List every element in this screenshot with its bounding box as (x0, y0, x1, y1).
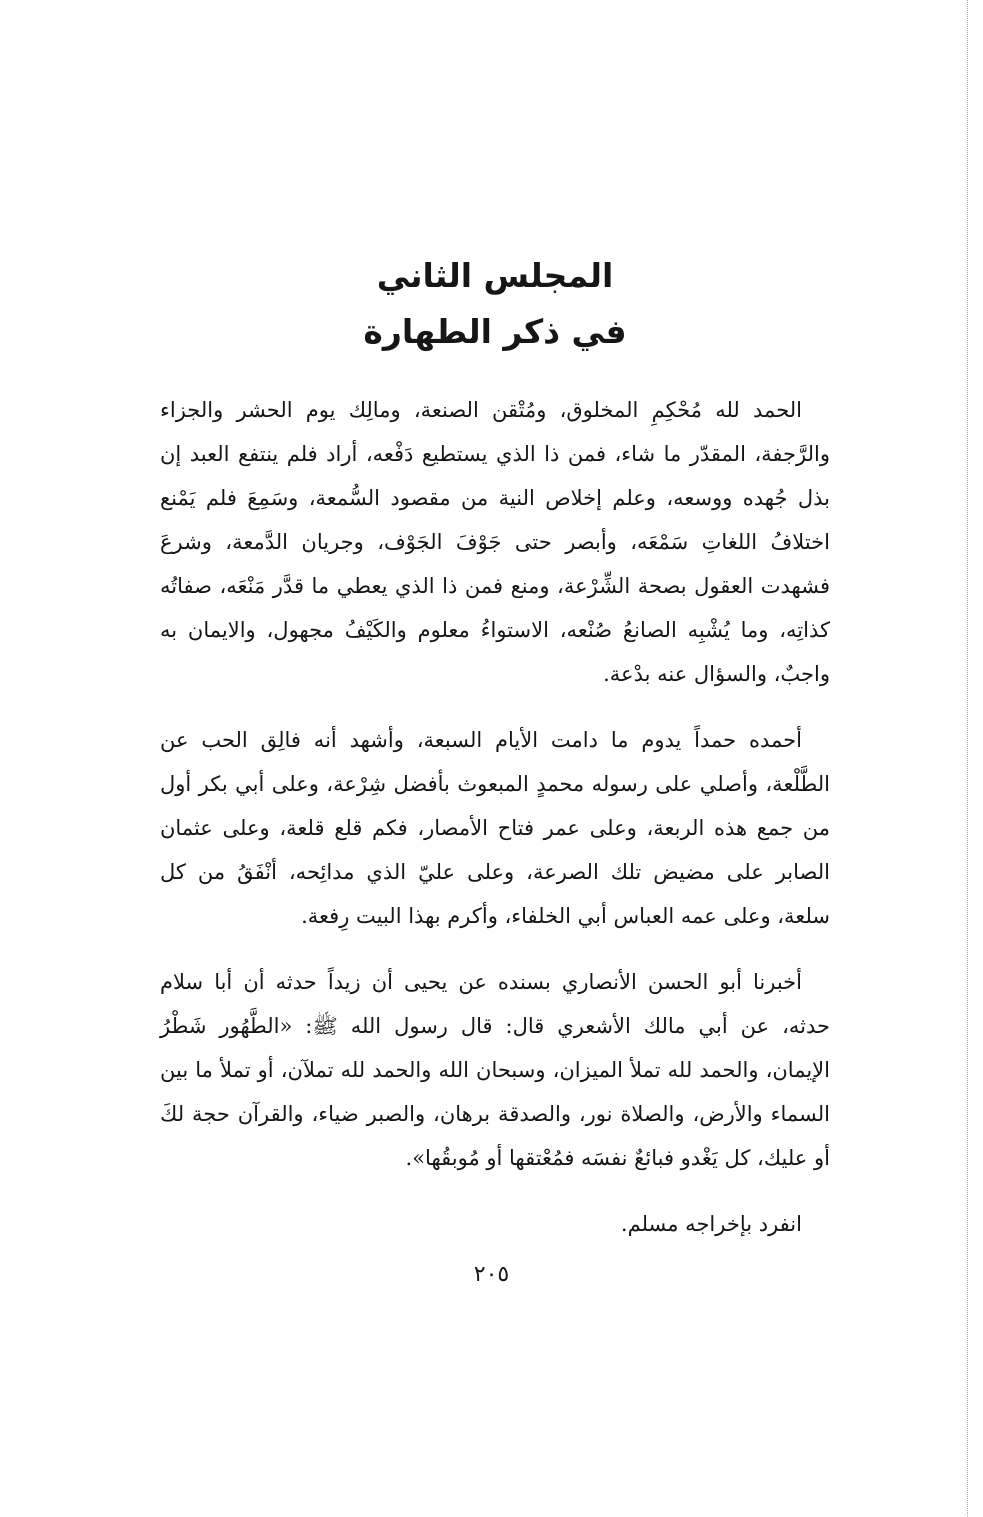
paragraph-hadith: أخبرنا أبو الحسن الأنصاري بسنده عن يحيى أن زيداً حدثه أن أبا سلام حدثه، عن أبي مالك الأشعري قال: قال رسول الله ﷺ: «الطَّهُور شَطْرُ الإيمان، والحمد لله تملأ الميزان، وسبحان الله والحمد لله تملآن، أو تملأ ما بين السماء والأرض، والصلاة نور، والصدقة برهان، والصبر ضياء، والقرآن حجة لكَ أو عليك، كل يَغْدو فبائعٌ نفسَه فمُعْتقها أو مُوبقُها». (160, 970, 830, 1170)
paragraph-praise: الحمد لله مُحْكِمِ المخلوق، ومُتْقن الصنعة، ومالِك يوم الحشر والجزاء والرَّجفة، المقدّر ما شاء، فمن ذا الذي يستطيع دَفْعه، أراد فلم ينتفع العبد إن بذل جُهده ووسعه، وعلم إخلاص النية من مقصود السُّمعة، وسَمِعَ فلم يَمْنع اختلافُ اللغاتِ سَمْعَه، وأبصر حتى جَوْفَ الجَوْف، وجريان الدَّمعة، وشرعَ فشهدت العقول بصحة الشِّرْعة، ومنع فمن ذا الذي يعطي ما قدَّر مَنْعَه، صفاتُه كذاتِه، وما يُشْبِه الصانعُ صُنْعه، الاستواءُ معلوم والكَيْفُ مجهول، والايمان به واجبٌ، والسؤال عنه بدْعة. (160, 398, 830, 686)
paragraph-salutation: أحمده حمداً يدوم ما دامت الأيام السبعة، وأشهد أنه فالِق الحب عن الطَّلْعة، وأصلي على رسوله محمدٍ المبعوث بأفضل شِرْعة، وعلى أبي بكر أول من جمع هذه الربعة، وعلى عمر فتاح الأمصار، فكم قلع قلعة، وعلى عثمان الصابر على مضيض تلك الصرعة، وعلى عليّ الذي مدائِحه، أنْفَقُ من كل سلعة، وعلى عمه العباس أبي الخلفاء، وأكرم بهذا البيت رِفعة. (160, 728, 830, 928)
chapter-title: المجلس الثاني (376, 256, 614, 295)
chapter-subtitle: في ذكر الطهارة (363, 312, 627, 351)
page-number: ٢٠٥ (473, 1262, 510, 1287)
chapter-heading (150, 248, 840, 360)
paragraph-source-note: انفرد بإخراجه مسلم. (620, 1212, 802, 1236)
page-edge-dotted-line (967, 0, 968, 1517)
body-text (160, 388, 830, 1246)
